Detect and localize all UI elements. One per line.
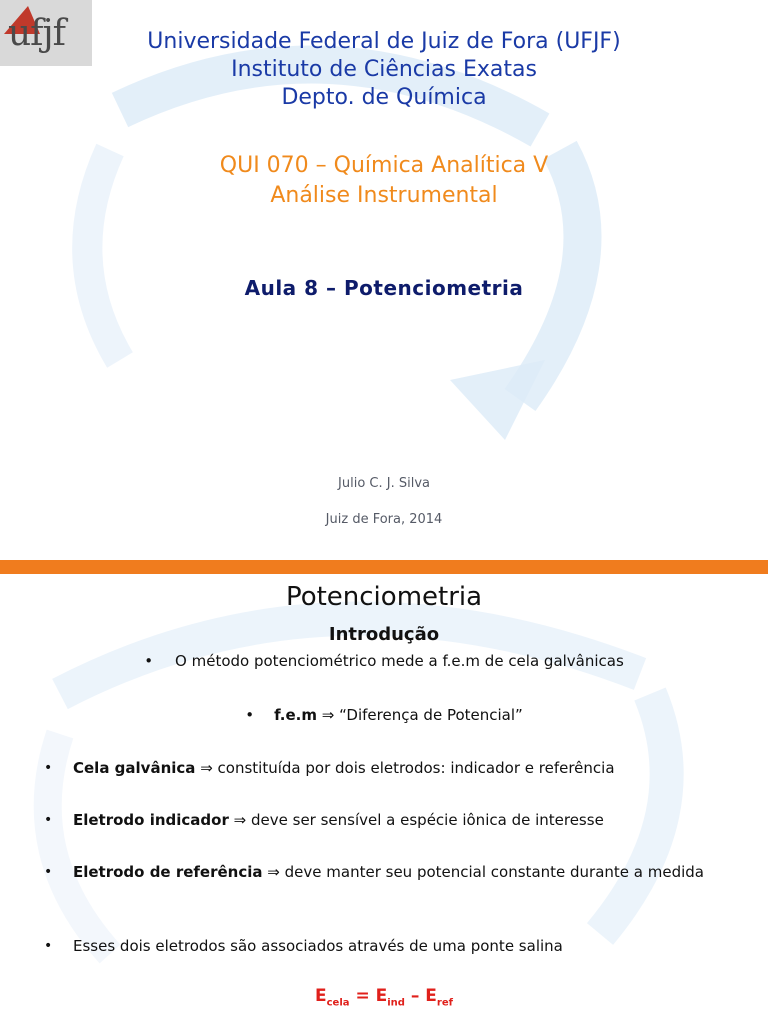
fem-item bbox=[0, 706, 768, 724]
fem-term: f.e.m bbox=[274, 706, 317, 724]
list-item bbox=[73, 757, 723, 779]
list-item bbox=[73, 809, 723, 831]
item-text: deve ser sensível a espécie iônica de interesse bbox=[251, 811, 604, 829]
formula-minus: – bbox=[410, 986, 420, 1006]
bullet-icon: • bbox=[144, 652, 154, 670]
author-name: Julio C. J. Silva bbox=[338, 476, 430, 491]
bullet-icon: • bbox=[44, 938, 53, 954]
arrow-icon: ⇒ bbox=[321, 706, 335, 724]
place-date: Juiz de Fora, 2014 bbox=[325, 512, 443, 527]
department-name: Depto. de Química bbox=[281, 85, 487, 110]
arrow-icon: ⇒ bbox=[200, 759, 213, 777]
formula-e-ind: E bbox=[375, 986, 388, 1006]
intro-item-text: O método potenciométrico mede a f.e.m de cela galvânicas bbox=[175, 652, 624, 670]
arrow-icon: ⇒ bbox=[233, 811, 247, 829]
formula-e-cela: E bbox=[315, 986, 327, 1006]
item-text: Esses dois eletrodos são associados através de uma ponte salina bbox=[73, 937, 563, 955]
intro-item bbox=[0, 652, 768, 670]
bullet-icon: • bbox=[44, 864, 53, 880]
formula-sub-ind: ind bbox=[387, 997, 405, 1009]
arrow-icon: ⇒ bbox=[267, 863, 280, 881]
content-slide bbox=[0, 574, 768, 1024]
formula-sub-ref: ref bbox=[436, 997, 453, 1009]
item-term: Eletrodo de referência bbox=[73, 863, 263, 881]
slide-title: Potenciometria bbox=[285, 582, 483, 612]
item-term: Eletrodo indicador bbox=[73, 811, 229, 829]
list-item bbox=[73, 861, 723, 883]
slide-subtitle: Introdução bbox=[328, 624, 440, 645]
formula-equals: = bbox=[355, 986, 370, 1006]
bullet-icon: • bbox=[44, 812, 53, 828]
formula-sub-cela: cela bbox=[326, 997, 350, 1009]
fem-definition: “Diferença de Potencial” bbox=[339, 706, 523, 724]
formula-e-ref: E bbox=[425, 986, 437, 1006]
course-subtitle: Análise Instrumental bbox=[270, 183, 498, 208]
lecture-title: Aula 8 – Potenciometria bbox=[244, 276, 524, 300]
slide-divider bbox=[0, 560, 768, 574]
course-title: QUI 070 – Química Analítica V bbox=[219, 153, 549, 178]
university-name: Universidade Federal de Juiz de Fora (UFJF) bbox=[147, 29, 621, 54]
logo-text: ufjf bbox=[8, 13, 65, 54]
bullet-icon: • bbox=[245, 706, 255, 724]
cell-potential-formula bbox=[0, 986, 768, 1008]
item-term: Cela galvânica bbox=[73, 759, 196, 777]
item-text: deve manter seu potencial constante durante a medida bbox=[284, 863, 704, 881]
bullet-icon: • bbox=[44, 760, 53, 776]
item-text: constituída por dois eletrodos: indicador e referência bbox=[217, 759, 615, 777]
list-item bbox=[73, 935, 723, 957]
institute-name: Instituto de Ciências Exatas bbox=[231, 57, 537, 82]
